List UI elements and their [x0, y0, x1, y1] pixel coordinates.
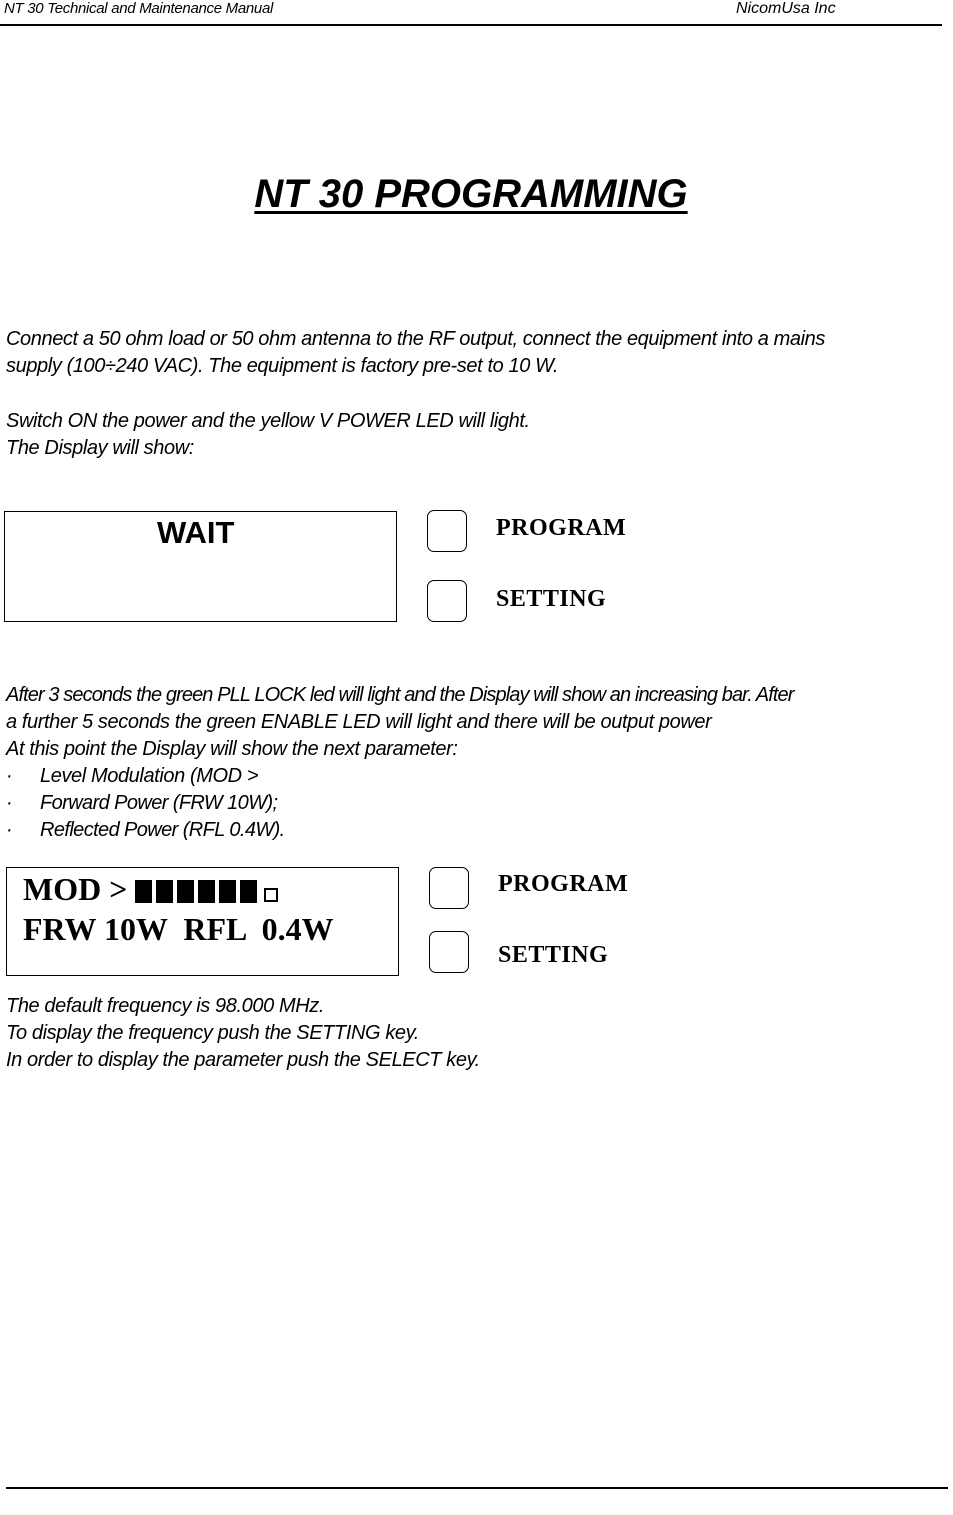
modulation-bar	[135, 874, 278, 911]
lcd-line-power: FRW 10W RFL 0.4W	[23, 911, 334, 947]
header-divider	[0, 24, 942, 26]
intro-paragraph	[6, 326, 825, 380]
bullet-dot: ·	[6, 765, 13, 787]
closing-line: To display the frequency push the SETTING key.	[6, 1022, 419, 1044]
after-paragraph	[6, 682, 794, 844]
bar-segment-empty	[264, 888, 278, 902]
company-name: NicomUsa Inc	[736, 0, 836, 17]
after-line: After 3 seconds the green PLL LOCK led will light and the Display will show an increasing bar. After	[6, 684, 794, 706]
intro-line: Connect a 50 ohm load or 50 ohm antenna to the RF output, connect the equipment into a mains	[6, 328, 825, 350]
after-line: a further 5 seconds the green ENABLE LED will light and there will be output power	[6, 711, 712, 733]
bar-segment-filled	[198, 880, 215, 903]
bullet-text: Reflected Power (RFL 0.4W).	[40, 819, 285, 841]
closing-line: In order to display the parameter push the SELECT key.	[6, 1049, 480, 1071]
bullet-item	[6, 817, 794, 844]
bullet-dot: ·	[6, 819, 13, 841]
bar-segment-filled	[240, 880, 257, 903]
program-key-label: PROGRAM	[496, 515, 627, 541]
intro-line: supply (100÷240 VAC). The equipment is factory pre-set to 10 W.	[6, 355, 558, 377]
switch-on-paragraph	[6, 408, 530, 462]
lcd-line-mod	[23, 871, 278, 911]
setting-key-label: SETTING	[496, 586, 607, 612]
lcd-display-wait	[4, 511, 397, 622]
lcd-display-parameters	[6, 867, 399, 976]
setting-key-icon	[429, 931, 469, 973]
bar-segment-filled	[156, 880, 173, 903]
program-key-label: PROGRAM	[498, 871, 629, 897]
bar-segment-filled	[135, 880, 152, 903]
bullet-text: Level Modulation (MOD >	[40, 765, 259, 787]
program-key-icon	[427, 510, 467, 552]
setting-key-icon	[427, 580, 467, 622]
bullet-item	[6, 763, 794, 790]
footer-divider	[6, 1487, 948, 1489]
lcd-wait-text: WAIT	[157, 515, 235, 550]
switch-on-line: The Display will show:	[6, 437, 194, 459]
bullet-text: Forward Power (FRW 10W);	[40, 792, 278, 814]
closing-paragraph	[6, 993, 480, 1074]
mod-label: MOD >	[23, 871, 128, 907]
manual-title: NT 30 Technical and Maintenance Manual	[4, 0, 274, 17]
bullet-item	[6, 790, 794, 817]
bar-segment-filled	[219, 880, 236, 903]
bar-segment-filled	[177, 880, 194, 903]
bullet-dot: ·	[6, 792, 13, 814]
program-key-icon	[429, 867, 469, 909]
closing-line: The default frequency is 98.000 MHz.	[6, 995, 325, 1017]
switch-on-line: Switch ON the power and the yellow V POWER LED will light.	[6, 410, 530, 432]
page-title: NT 30 PROGRAMMING	[254, 172, 688, 216]
after-line: At this point the Display will show the next parameter:	[6, 738, 458, 760]
setting-key-label: SETTING	[498, 942, 609, 968]
